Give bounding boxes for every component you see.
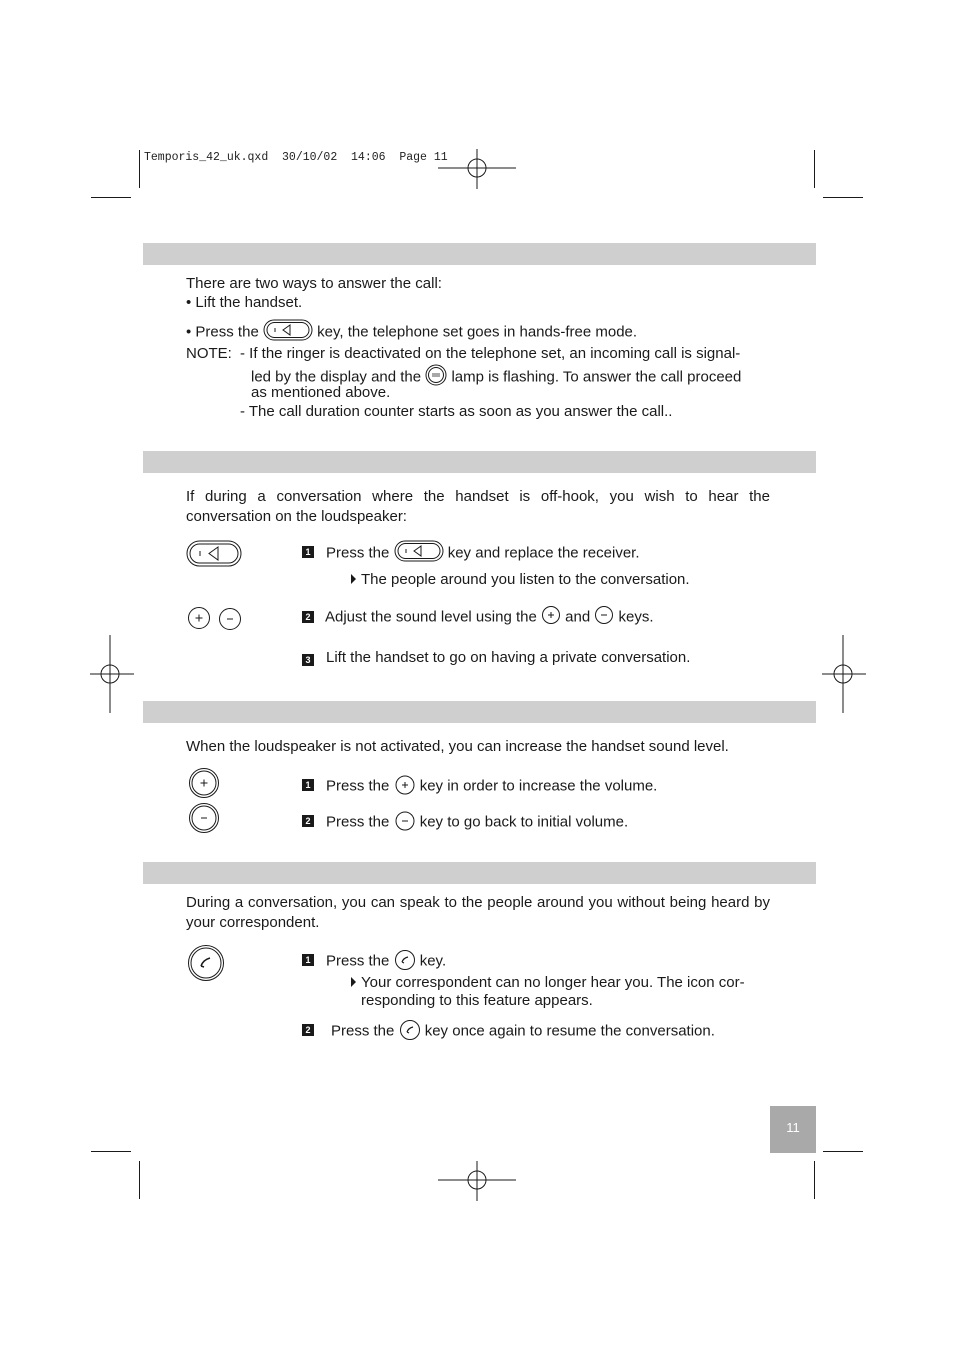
step2-pre: Press the — [331, 1022, 395, 1040]
volume-plus-icon — [394, 773, 416, 801]
speaker-key-large-icon — [186, 540, 242, 572]
section2-intro: If during a conversation where the handset is off-hook, you wish to hear the conversation on the loudspeaker: — [186, 488, 770, 525]
section2-step3: Lift the handset to go on having a private conversation. — [326, 649, 691, 666]
section2-step1-result — [351, 570, 690, 590]
section4-intro: During a conversation, you can speak to the people around you without being heard by your correspondent. — [186, 894, 770, 931]
section1-bullet-1: • Lift the handset. — [186, 294, 303, 311]
step1-pre: Press the — [326, 777, 390, 795]
section3-step1 — [326, 773, 657, 801]
step1-post: key. — [419, 952, 447, 970]
section4-step1-result-1 — [351, 973, 745, 993]
note1-line3: as mentioned above. — [251, 384, 391, 401]
volume-plus-icon — [541, 605, 561, 631]
step-number: 1 — [302, 951, 314, 969]
volume-plus-large-icon — [188, 767, 220, 804]
bullet2-post: key, the telephone set goes in hands-free mode. — [317, 323, 638, 341]
arrow-right-icon — [351, 977, 356, 987]
section1-intro: There are two ways to answer the call: — [186, 275, 442, 292]
result-text: Your correspondent can no longer hear you. The icon cor- — [361, 974, 745, 991]
file-slug: Temporis_42_uk.qxd 30/10/02 14:06 Page 11 — [144, 151, 448, 164]
arrow-right-icon — [351, 574, 356, 584]
section2-step1 — [326, 540, 640, 568]
step2-post: key to go back to initial volume. — [419, 813, 629, 831]
step-number: 2 — [302, 812, 314, 830]
step-number: 2 — [302, 608, 314, 626]
step-number: 2 — [302, 1021, 314, 1039]
page-number: 11 — [770, 1106, 816, 1153]
section3-intro: When the loudspeaker is not activated, you can increase the handset sound level. — [186, 738, 729, 755]
step-number: 1 — [302, 776, 314, 794]
section-band-3 — [143, 701, 816, 723]
step-number: 1 — [302, 543, 314, 561]
step2-post: key once again to resume the conversation. — [424, 1022, 715, 1040]
mute-key-icon — [394, 948, 416, 976]
note1-line1: - If the ringer is deactivated on the telephone set, an incoming call is signal- — [240, 345, 741, 362]
section-band-2 — [143, 451, 816, 473]
note-label: NOTE: — [186, 345, 232, 362]
volume-minus-large-icon — [188, 802, 220, 839]
step1-post: key and replace the receiver. — [447, 544, 640, 562]
section-band-1 — [143, 243, 816, 265]
call-lamp-icon — [425, 364, 447, 392]
step-number: 3 — [302, 651, 314, 669]
section1-bullet-2 — [186, 319, 637, 347]
note1-line2-pre: led by the display and the — [251, 368, 422, 386]
step1-pre: Press the — [326, 952, 390, 970]
result-text: The people around you listen to the conversation. — [361, 571, 690, 588]
step2-mid: and — [565, 608, 591, 626]
speaker-key-icon — [394, 540, 444, 568]
volume-minus-icon — [594, 605, 614, 631]
speaker-key-icon — [263, 319, 313, 347]
note2: - The call duration counter starts as soon as you answer the call.. — [240, 403, 673, 420]
step1-post: key in order to increase the volume. — [419, 777, 658, 795]
section3-step2 — [326, 809, 628, 837]
section4-step1 — [326, 948, 446, 976]
bullet2-pre: • Press the — [186, 323, 259, 341]
step2-pre: Adjust the sound level using the — [325, 608, 537, 626]
note1-line2-post: lamp is flashing. To answer the call proceed — [451, 368, 742, 386]
step2-pre: Press the — [326, 813, 390, 831]
section-band-4 — [143, 862, 816, 884]
volume-minus-icon — [394, 809, 416, 837]
section4-step1-result-2: responding to this feature appears. — [361, 992, 593, 1009]
mute-key-icon — [399, 1018, 421, 1046]
step2-post: keys. — [618, 608, 654, 626]
step1-pre: Press the — [326, 544, 390, 562]
section4-step2 — [331, 1018, 715, 1046]
mute-key-large-icon — [187, 944, 225, 987]
section2-step2 — [325, 605, 654, 631]
volume-keys-icon — [187, 606, 243, 637]
